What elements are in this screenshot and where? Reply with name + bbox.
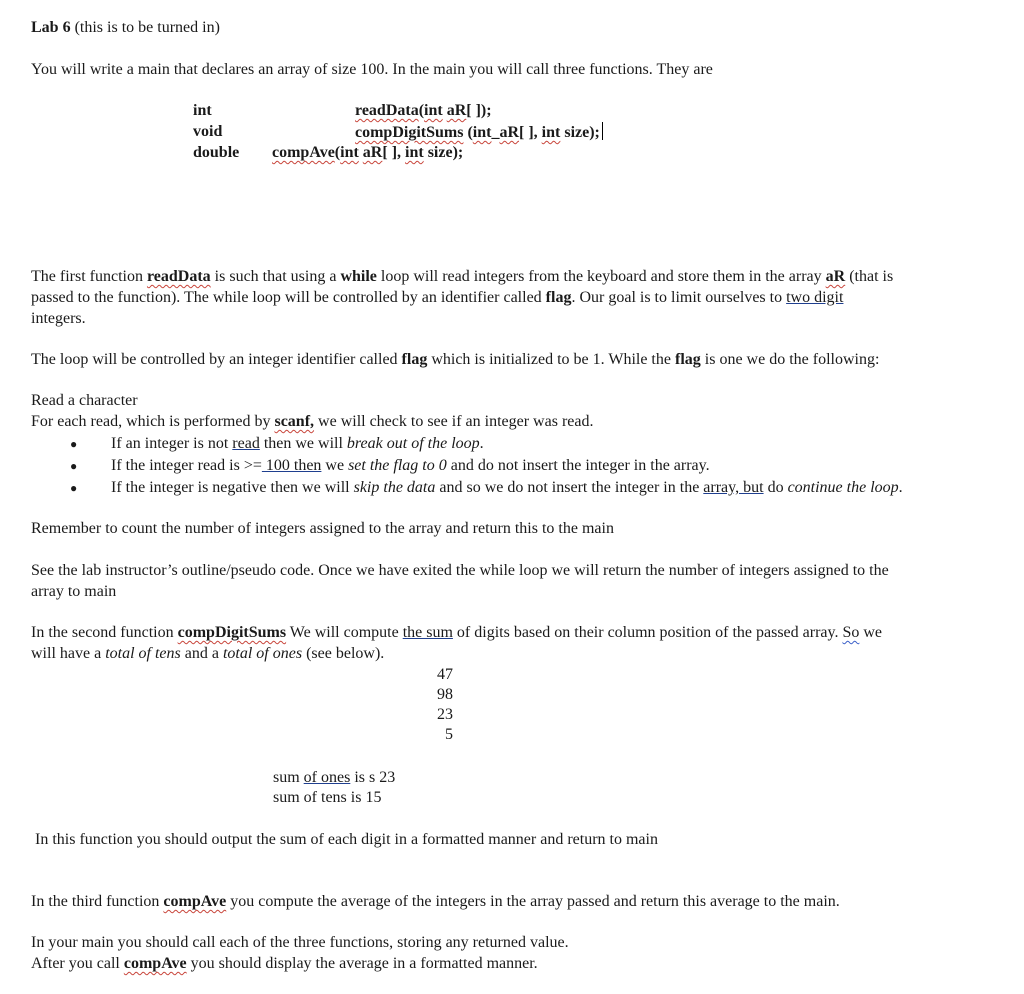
text: In the second function (31, 624, 178, 641)
tail: [ ]); (466, 102, 492, 119)
text: . Our goal is to limit ourselves to (571, 289, 787, 306)
text: If the integer read is (111, 457, 244, 474)
compAve-paragraph (31, 892, 840, 912)
text: After you call (31, 955, 124, 972)
kw-int: int (472, 124, 492, 141)
for-each-read (31, 412, 593, 432)
read-character: Read a character (31, 392, 138, 409)
number-item: 47 (437, 666, 453, 683)
arr-name: aR (446, 102, 467, 119)
fn-name: compAve (272, 144, 335, 161)
paren: ( (463, 124, 473, 141)
scanf: scanf, (274, 413, 315, 430)
text: In the third function (31, 893, 164, 910)
text: is s 23 (350, 769, 396, 786)
intro-paragraph: You will write a main that declares an array of size 100. In the main you will call three functions. They are (31, 61, 713, 78)
text: you compute the average of the integers in the array passed and return this average to the main. (226, 893, 840, 910)
text: will have a (31, 645, 106, 662)
number-item: 5 (445, 726, 453, 743)
italic-total-tens: total of tens (105, 645, 181, 662)
the-sum-underlined: the sum (402, 624, 453, 641)
see-lab-line1: See the lab instructor’s outline/pseudo code. Once we have exited the while loop we will return the number of integers assigned to the (31, 562, 889, 579)
read-underlined: read (232, 435, 260, 452)
text: loop will read integers from the keyboard and store them in the array (376, 268, 826, 285)
main-paragraph-line1: In your main you should call each of the three functions, storing any returned value. (31, 934, 569, 951)
tail1: [ ], (519, 124, 542, 141)
fn-compDigitSums: compDigitSums (177, 624, 287, 641)
kw-int-2: int (405, 144, 424, 161)
text: of digits based on their column position of the passed array. (452, 624, 843, 641)
kw-int: int (340, 144, 359, 161)
see-lab-line2: array to main (31, 583, 117, 600)
bullet-item-1 (111, 434, 484, 454)
kw-int-2: int (541, 124, 561, 141)
kw-flag: flag (545, 289, 572, 306)
text: >= (243, 457, 262, 474)
text: we (321, 457, 349, 474)
tail2: size); (423, 144, 464, 161)
kw-while: while (340, 268, 377, 285)
readData-paragraph-line2 (31, 288, 843, 308)
prototype-ret-double: double (193, 144, 240, 161)
text: For each read, which is performed by (31, 413, 275, 430)
text-caret (602, 122, 603, 140)
arr-name: aR (362, 144, 383, 161)
italic-total-ones: total of ones (222, 645, 303, 662)
so-marked: So (842, 624, 860, 641)
text: . (898, 479, 903, 496)
tail1: [ ], (382, 144, 406, 161)
text: The first function (31, 268, 147, 285)
text: If the integer is negative then we will (111, 479, 354, 496)
prototype-ret-void: void (193, 123, 223, 140)
text: sum (273, 769, 304, 786)
two-digit: two digit (786, 289, 844, 306)
prototype-readData (355, 101, 492, 121)
text: (that is (845, 268, 894, 285)
fn-compAve: compAve (163, 893, 227, 910)
bullet-item-3 (111, 478, 903, 498)
bullet-dot: ● (70, 437, 78, 451)
text: . (479, 435, 484, 452)
bullet-item-2 (111, 456, 710, 476)
prototype-ret-int: int (193, 102, 212, 119)
compDigitSums-paragraph-line1 (31, 623, 882, 643)
text: which is initialized to be 1. While the (427, 351, 675, 368)
text: you should display the average in a formatted manner. (186, 955, 538, 972)
italic-text-2: continue the loop (787, 479, 899, 496)
italic-text: break out of the loop (346, 435, 480, 452)
sum-of-ones (273, 768, 395, 788)
fn-name: readData (355, 102, 419, 119)
italic-text: skip the data (353, 479, 436, 496)
text: and so we do not insert the integer in the (435, 479, 704, 496)
text: (see below). (302, 645, 385, 662)
compDigitSums-paragraph-line2 (31, 644, 384, 664)
main-paragraph-line2 (31, 954, 538, 974)
remember-paragraph: Remember to count the number of integers assigned to the array and return this to the main (31, 520, 614, 537)
of-ones-underlined: of ones (303, 769, 351, 786)
text: and do not insert the integer in the array. (446, 457, 710, 474)
lab-title-rest: (this is to be turned in) (70, 19, 220, 36)
text: and a (180, 645, 223, 662)
tail2: size); (560, 124, 600, 141)
readData-paragraph-line1 (31, 267, 893, 287)
kw-flag-2: flag (674, 351, 701, 368)
bullet-dot: ● (70, 481, 78, 495)
text: We will compute (286, 624, 403, 641)
loop-paragraph (31, 350, 879, 370)
lab-title-bold: Lab 6 (31, 19, 71, 36)
paren: ( (418, 102, 425, 119)
kw-flag: flag (401, 351, 428, 368)
paren: ( (334, 144, 341, 161)
italic-text: set the flag to 0 (348, 457, 447, 474)
bullet-dot: ● (70, 459, 78, 473)
lab-title (31, 18, 220, 38)
text: If an integer is not (111, 435, 233, 452)
underlined-array-but: array, but (703, 479, 764, 496)
sum-of-tens: sum of tens is 15 (273, 789, 382, 806)
text: we (859, 624, 883, 641)
number-item: 23 (437, 706, 453, 723)
output-note: In this function you should output the sum of each digit in a formatted manner and return to main (35, 831, 658, 848)
space: _ (491, 124, 500, 141)
text: is one we do the following: (700, 351, 880, 368)
text: passed to the function). The while loop will be controlled by an identifier called (31, 289, 546, 306)
text: The loop will be controlled by an integer identifier called (31, 351, 402, 368)
fn-name: compDigitSums (355, 124, 464, 141)
readData-paragraph-line3: integers. (31, 310, 86, 327)
number-item: 98 (437, 686, 453, 703)
prototype-compDigitSums (355, 122, 603, 143)
text: then we will (259, 435, 347, 452)
fn-compAve: compAve (123, 955, 187, 972)
kw-int: int (424, 102, 443, 119)
underlined-100-then: 100 then (261, 457, 322, 474)
text: we will check to see if an integer was read. (314, 413, 594, 430)
arr-name: aR (499, 124, 520, 141)
text: is such that using a (210, 268, 341, 285)
fn-readData: readData (146, 268, 211, 285)
text: do (763, 479, 788, 496)
prototype-compAve (272, 143, 463, 163)
arr-aR: aR (825, 268, 846, 285)
